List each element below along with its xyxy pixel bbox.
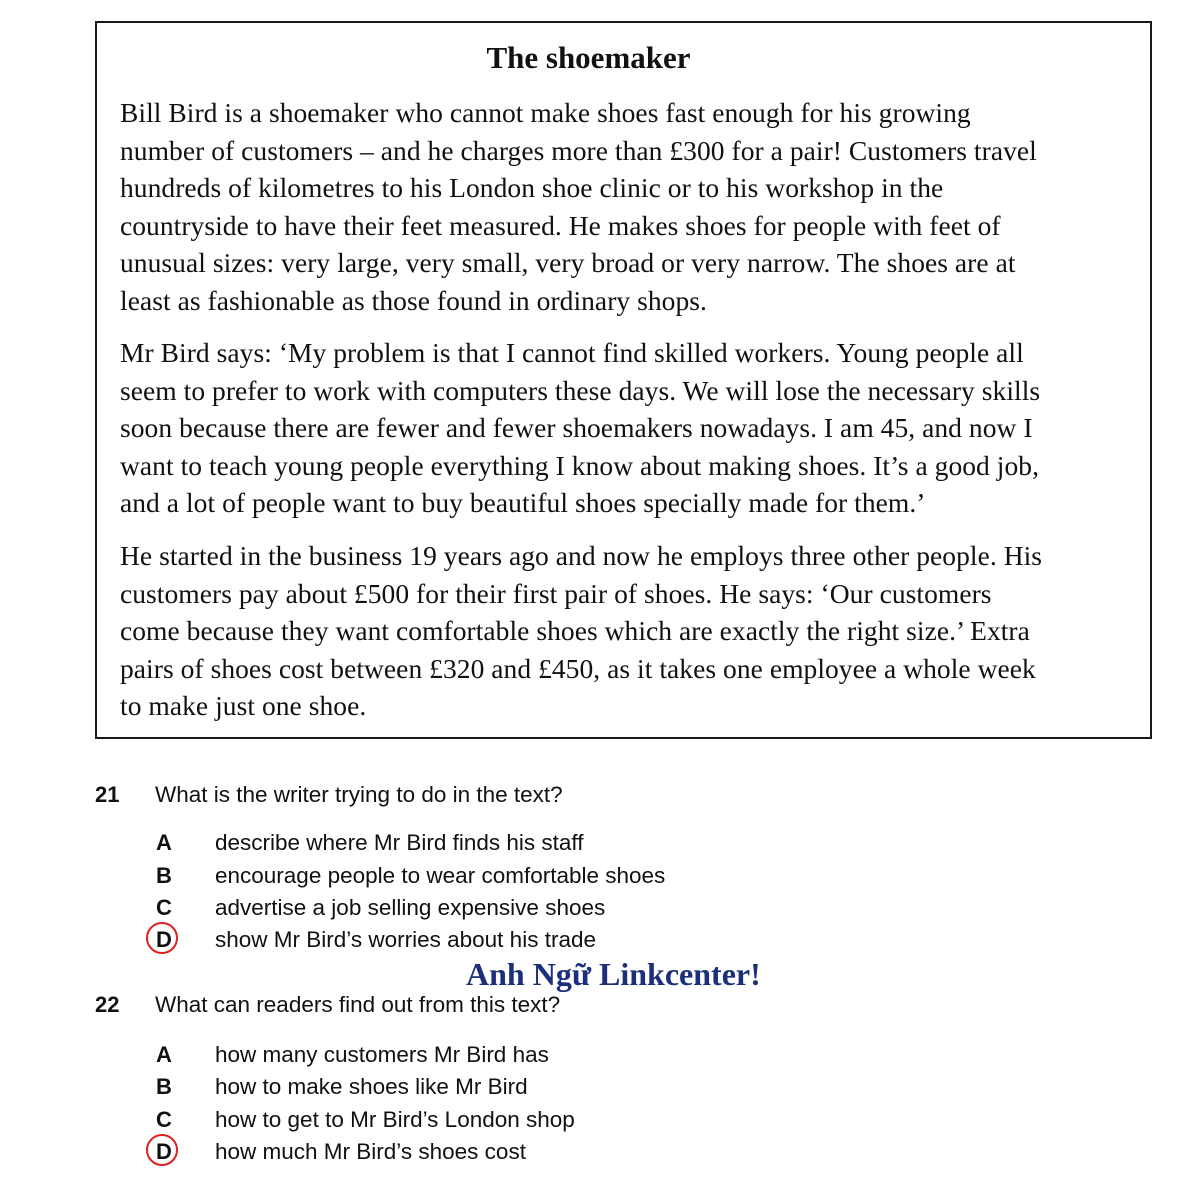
passage-title: The shoemaker [486,40,691,75]
watermark-text: Anh Ngữ Linkcenter! [466,956,761,992]
passage-line: hundreds of kilometres to his London shoe clinic or to his workshop in the [120,172,944,203]
passage-line: customers pay about £500 for their first pair of shoes. He says: ‘Our customers [120,577,992,609]
q22-option-c-text: how to get to Mr Bird’s London shop [215,1107,575,1132]
passage-line: come because they want comfortable shoes which are exactly the right size.’ Extra [120,615,1030,646]
q21-option-c-letter[interactable]: C [156,895,172,920]
question-22-text: What can readers find out from this text? [155,992,561,1017]
q21-option-b-text: encourage people to wear comfortable shoes [215,863,666,888]
passage-line: least as fashionable as those found in ordinary shops. [120,284,707,316]
question-21-text: What is the writer trying to do in the text? [155,782,563,807]
q21-option-d-letter-circled[interactable]: D [154,926,174,954]
passage-line: want to teach young people everything I know about making shoes. It’s a good job, [120,449,1040,481]
passage-line: number of customers – and he charges more than £300 for a pair! Customers travel [120,134,1037,166]
passage-line: soon because there are fewer and fewer shoemakers nowadays. I am 45, and now I [120,412,1033,443]
passage-paragraph-2 [120,334,1140,522]
q22-option-b-letter[interactable]: B [156,1074,172,1099]
passage-line: and a lot of people want to buy beautiful shoes specially made for them.’ [120,487,926,518]
question-22-number: 22 [95,992,120,1017]
q22-option-c-letter[interactable]: C [156,1107,172,1132]
q22-option-a-letter[interactable]: A [156,1042,172,1067]
q22-option-a-text: how many customers Mr Bird has [215,1042,549,1067]
passage-line: to make just one shoe. [120,690,367,721]
passage-line: countryside to have their feet measured. He makes shoes for people with feet of [120,209,1001,241]
passage-line: pairs of shoes cost between £320 and £450, as it takes one employee a whole week [120,652,1036,684]
passage-line: He started in the business 19 years ago and now he employs three other people. His [120,540,1043,571]
q21-option-d-text: show Mr Bird’s worries about his trade [215,927,596,952]
q22-option-d-text: how much Mr Bird’s shoes cost [215,1139,526,1164]
q22-option-b-text: how to make shoes like Mr Bird [215,1074,528,1099]
q21-option-c-text: advertise a job selling expensive shoes [215,895,606,920]
q22-option-d-letter-circled[interactable]: D [154,1138,174,1166]
q21-option-a-text: describe where Mr Bird finds his staff [215,830,584,855]
passage-paragraph-3 [120,537,1140,725]
passage-line: seem to prefer to work with computers these days. We will lose the necessary skills [120,374,1041,406]
passage-line: Bill Bird is a shoemaker who cannot make shoes fast enough for his growing [120,97,971,128]
passage-line: unusual sizes: very large, very small, very broad or very narrow. The shoes are at [120,247,1016,278]
passage-line: Mr Bird says: ‘My problem is that I cannot find skilled workers. Young people all [120,337,1024,368]
question-21-number: 21 [95,782,120,807]
q21-option-b-letter[interactable]: B [156,863,172,888]
q21-option-a-letter[interactable]: A [156,830,172,855]
passage-paragraph-1 [120,94,1140,319]
